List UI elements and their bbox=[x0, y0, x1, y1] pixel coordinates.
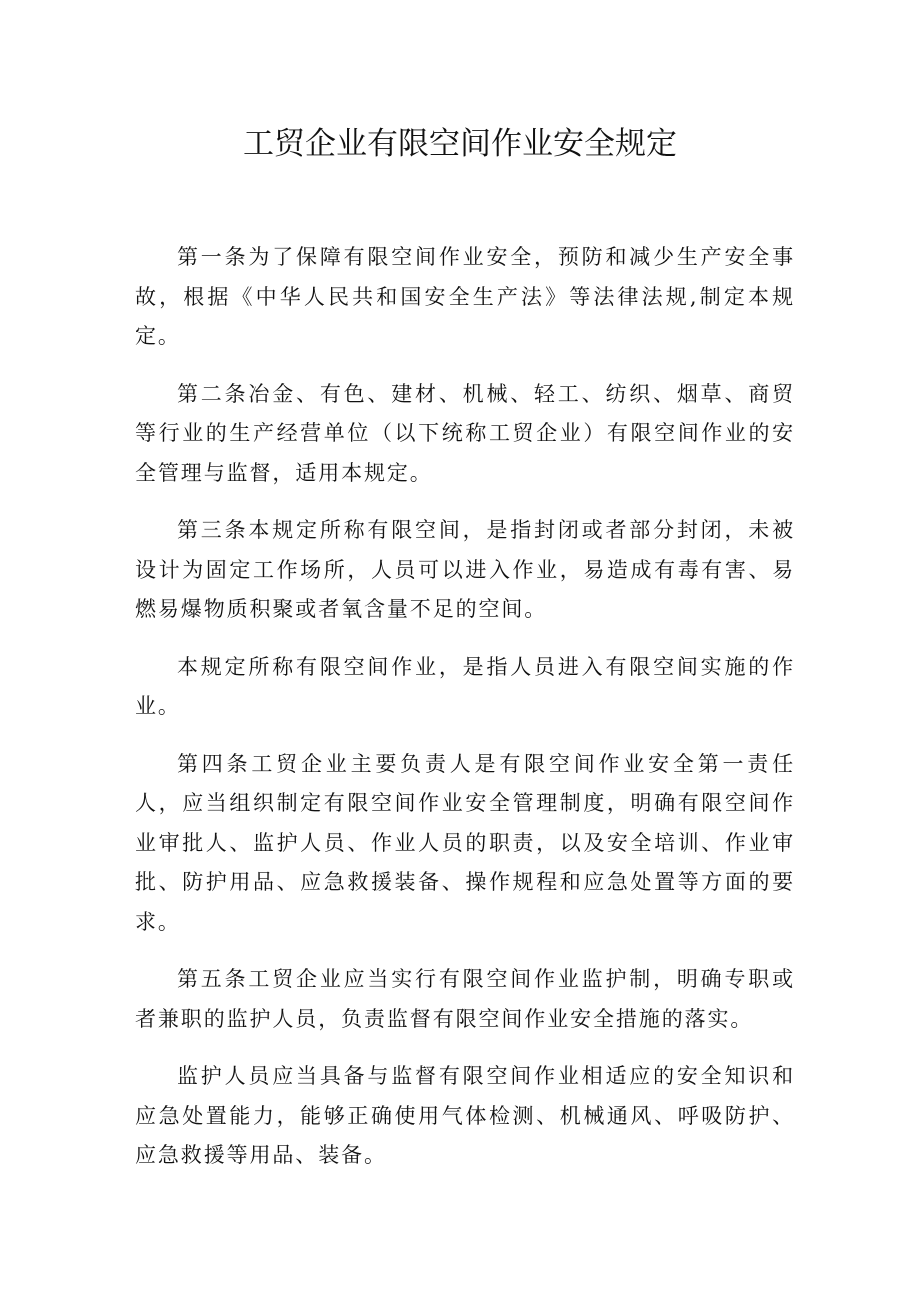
paragraph-article-5: 第五条工贸企业应当实行有限空间作业监护制，明确专职或者兼职的监护人员，负责监督有限空间作业安全措施的落实。 bbox=[135, 967, 795, 1031]
paragraph-article-1: 第一条为了保障有限空间作业安全，预防和减少生产安全事故，根据《中华人民共和国安全生产法》等法律法规,制定本规定。 bbox=[135, 245, 795, 348]
document-title: 工贸企业有限空间作业安全规定 bbox=[243, 126, 677, 162]
paragraph-article-4: 第四条工贸企业主要负责人是有限空间作业安全第一责任人，应当组织制定有限空间作业安全管理制度，明确有限空间作业审批人、监护人员、作业人员的职责，以及安全培训、作业审批、防护用品、应急救援装备、操作规程和应急处置等方面的要求。 bbox=[135, 751, 795, 934]
paragraph-article-3-supplement: 本规定所称有限空间作业，是指人员进入有限空间实施的作业。 bbox=[135, 654, 795, 718]
document-body bbox=[135, 238, 795, 1194]
paragraph-article-5-supplement: 监护人员应当具备与监督有限空间作业相适应的安全知识和应急处置能力，能够正确使用气体检测、机械通风、呼吸防护、应急救援等用品、装备。 bbox=[135, 1064, 795, 1167]
paragraph-article-3: 第三条本规定所称有限空间，是指封闭或者部分封闭，未被设计为固定工作场所，人员可以进入作业，易造成有毒有害、易燃易爆物质积聚或者氧含量不足的空间。 bbox=[135, 518, 795, 621]
paragraph-article-2: 第二条冶金、有色、建材、机械、轻工、纺织、烟草、商贸等行业的生产经营单位（以下统称工贸企业）有限空间作业的安全管理与监督，适用本规定。 bbox=[135, 381, 795, 485]
